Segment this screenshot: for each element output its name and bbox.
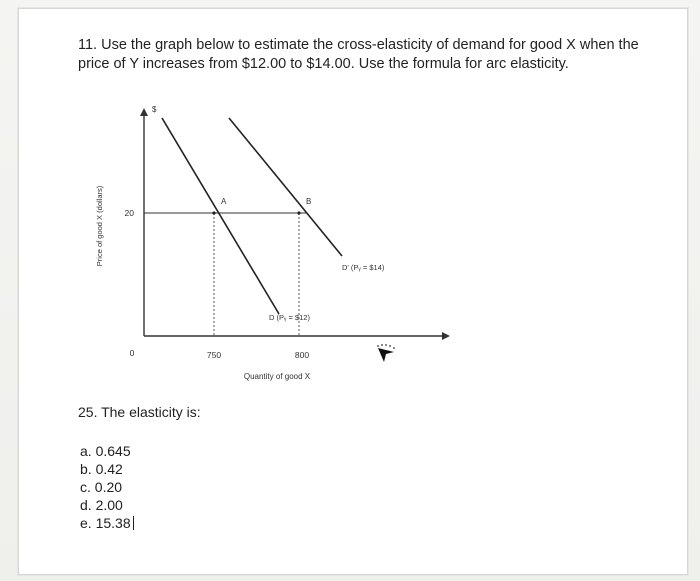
answer-choices xyxy=(80,442,134,532)
x-axis-arrow xyxy=(442,332,450,340)
text-caret xyxy=(133,516,134,530)
y-axis-arrow xyxy=(140,108,148,116)
point-a-marker xyxy=(212,211,215,214)
question-text: 11. Use the graph below to estimate the cross-elasticity of demand for good X when the price of Y increases from $12.00 to $14.00. Use the formula for arc elasticity. xyxy=(78,37,639,72)
curve-d xyxy=(162,118,279,314)
choice-b[interactable]: b. 0.42 xyxy=(80,461,123,477)
choice-a[interactable]: a. 0.645 xyxy=(80,443,131,459)
x-tick-750: 750 xyxy=(206,350,222,360)
choice-d[interactable]: d. 2.00 xyxy=(80,497,123,513)
point-b-label: B xyxy=(306,197,312,206)
x-tick-800: 800 xyxy=(294,350,310,360)
demand-graph xyxy=(84,96,464,396)
x-axis-label: Quantity of good X xyxy=(243,372,311,381)
origin-label: 0 xyxy=(129,348,135,358)
prompt-label: 25. The elasticity is: xyxy=(78,404,201,420)
choice-c[interactable]: c. 0.20 xyxy=(80,479,123,495)
point-a-label: A xyxy=(221,197,227,206)
curve-d-prime xyxy=(229,118,342,256)
choice-e-row[interactable] xyxy=(80,514,134,532)
point-b-marker xyxy=(297,211,300,214)
choice-e: e. 15.38 xyxy=(80,515,131,531)
y-tick-20: 20 xyxy=(124,208,134,218)
y-axis-symbol: $ xyxy=(152,105,157,114)
mouse-cursor-icon xyxy=(374,342,398,364)
y-axis-label: Price of good X (dollars) xyxy=(95,185,104,267)
curve-d-label: D (Pᵧ = $12) xyxy=(269,313,310,322)
curve-d-prime-label: D' (Pᵧ = $14) xyxy=(342,263,385,272)
